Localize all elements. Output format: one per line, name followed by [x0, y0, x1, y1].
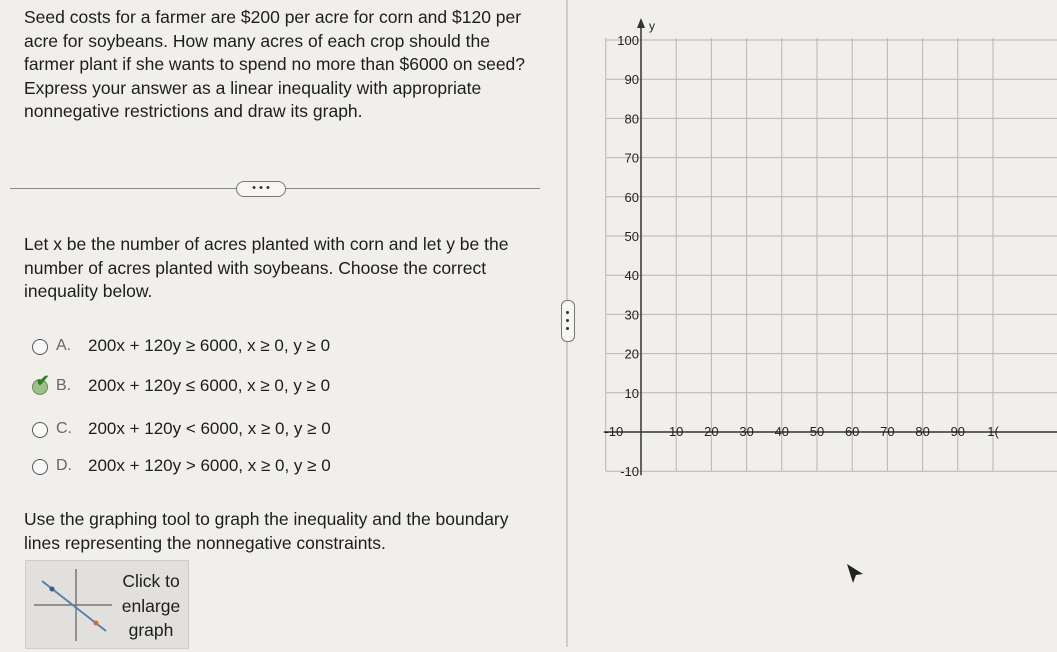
y-tick-label: 70 — [624, 150, 639, 166]
y-tick-label: 100 — [617, 33, 639, 48]
mouse-cursor-icon — [845, 562, 867, 588]
checkmark-icon: ✔ — [36, 373, 50, 390]
coordinate-grid[interactable] — [568, 0, 1057, 647]
x-tick-label: 10 — [668, 424, 684, 439]
option-a-letter: A. — [56, 337, 72, 354]
option-d-text: 200x + 120y > 6000, x ≥ 0, y ≥ 0 — [88, 456, 331, 475]
y-tick-label: 40 — [624, 268, 639, 284]
y-tick-label: 30 — [624, 307, 639, 323]
y-tick-label: 50 — [624, 229, 639, 244]
option-d[interactable] — [30, 455, 360, 479]
graph-thumbnail-icon — [32, 567, 116, 643]
y-tick-label: 20 — [624, 346, 639, 362]
option-a[interactable] — [30, 335, 360, 359]
y-axis-label: y — [649, 19, 655, 33]
y-tick-label: 90 — [624, 72, 639, 88]
graph-instructions: Use the graphing tool to graph the inequality and the boundary lines representing the nonnegative constraints. — [24, 509, 509, 553]
option-c-text: 200x + 120y < 6000, x ≥ 0, y ≥ 0 — [88, 419, 331, 438]
y-axis-arrow-icon — [637, 18, 645, 28]
option-c[interactable] — [30, 418, 360, 442]
enlarge-graph-button[interactable] — [25, 560, 189, 649]
option-b-letter: B. — [56, 377, 72, 394]
x-tick-label: 1( — [987, 424, 999, 439]
x-tick-label: 60 — [844, 424, 860, 439]
x-tick-label: 50 — [809, 424, 825, 439]
x-tick-label: 70 — [880, 424, 895, 439]
enlarge-label-line-2: enlarge — [121, 595, 181, 616]
y-tick-label: -10 — [620, 464, 639, 480]
x-tick-label: 90 — [950, 424, 966, 439]
show-more-button[interactable]: • • • — [236, 181, 286, 197]
x-tick-label: 30 — [739, 424, 754, 439]
question-text: Seed costs for a farmer are $200 per acre for corn and $120 per acre for soybeans. How many acres of each crop should the farmer plant if she wants to spend no more than $6000 on seed? Express your answer as a linear inequality with appropriate nonnegative restrictions and draw its graph. — [24, 7, 526, 121]
option-d-letter: D. — [56, 457, 72, 474]
x-tick-label: -10 — [604, 424, 624, 439]
option-b-text: 200x + 120y ≤ 6000, x ≥ 0, y ≥ 0 — [88, 376, 331, 395]
x-tick-label: 40 — [774, 424, 790, 439]
option-c-letter: C. — [56, 420, 72, 437]
enlarge-graph-label — [116, 569, 186, 643]
option-c-radio[interactable] — [32, 422, 48, 438]
enlarge-label-line-1: Click to — [122, 571, 180, 591]
x-tick-label: 20 — [704, 424, 719, 439]
graph-pane — [568, 0, 1057, 647]
prompt-text: Let x be the number of acres planted with corn and let y be the number of acres planted with soybeans. Choose the correct inequality below. — [24, 234, 509, 301]
y-tick-label: 60 — [624, 189, 639, 205]
option-a-text: 200x + 120y ≥ 6000, x ≥ 0, y ≥ 0 — [88, 336, 331, 355]
option-a-radio[interactable] — [32, 339, 48, 355]
y-tick-label: 80 — [624, 111, 639, 127]
option-d-radio[interactable] — [32, 459, 48, 475]
x-tick-label: 80 — [915, 424, 930, 439]
enlarge-label-line-3: graph — [128, 620, 174, 640]
y-tick-label: 10 — [624, 385, 639, 401]
option-b[interactable] — [30, 375, 360, 399]
